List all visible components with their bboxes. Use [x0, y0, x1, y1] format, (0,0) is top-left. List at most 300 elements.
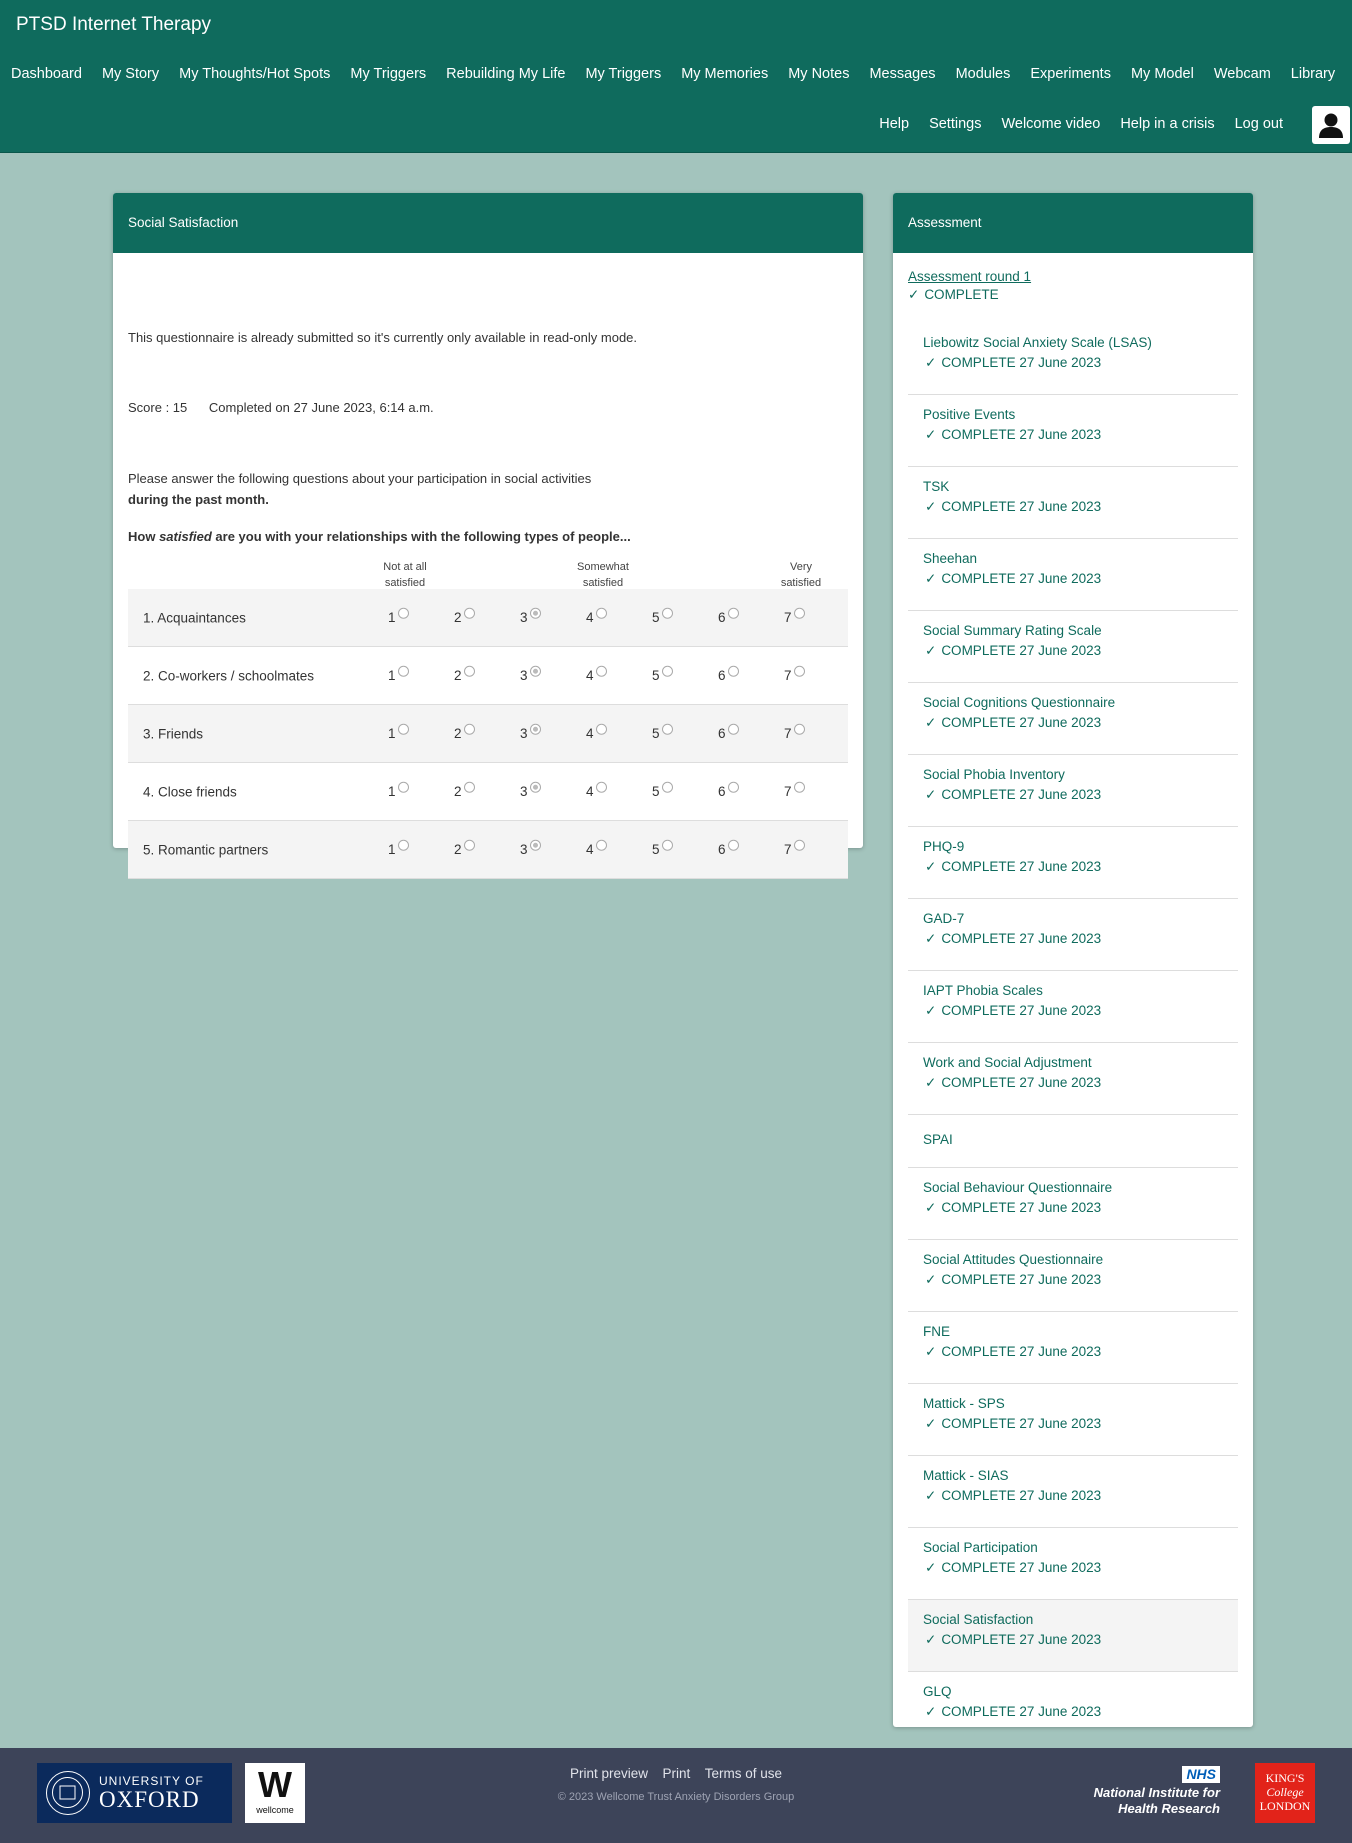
rating-option[interactable] [586, 725, 607, 740]
status-text: COMPLETE [941, 1632, 1016, 1647]
nav-my-triggers[interactable]: My Triggers [350, 66, 427, 82]
rating-option[interactable] [520, 783, 541, 798]
assessment-item [908, 683, 1238, 755]
assessment-item-status [925, 1344, 1101, 1360]
check-icon: ✓ [925, 1704, 937, 1719]
assessment-item [908, 1528, 1238, 1600]
status-date: 27 June 2023 [1019, 787, 1102, 802]
radio-button[interactable] [596, 723, 607, 734]
rating-option-label: 1 [388, 609, 396, 625]
status-date: 27 June 2023 [1019, 1488, 1102, 1503]
check-icon: ✓ [925, 1075, 937, 1090]
radio-button[interactable] [530, 839, 541, 850]
radio-button[interactable] [596, 839, 607, 850]
nav-my-notes[interactable]: My Notes [788, 66, 850, 82]
nav-my-memories[interactable]: My Memories [681, 66, 769, 82]
rating-option-label: 4 [586, 667, 594, 683]
nav-modules[interactable]: Modules [955, 66, 1011, 82]
rating-option[interactable] [784, 609, 805, 624]
rating-option[interactable] [652, 667, 673, 682]
user-avatar-button[interactable] [1312, 106, 1350, 144]
scale-low-line1: Not at all [383, 561, 427, 573]
question-prompt [128, 529, 631, 544]
radio-button[interactable] [662, 723, 673, 734]
questionnaire-panel [113, 193, 863, 857]
rating-option[interactable] [718, 783, 739, 798]
status-text: COMPLETE [941, 1075, 1016, 1090]
status-date: 27 June 2023 [1019, 859, 1102, 874]
status-text: COMPLETE [941, 1704, 1016, 1719]
assessment-item-status [925, 931, 1101, 947]
status-text: COMPLETE [941, 499, 1016, 514]
radio-button[interactable] [530, 665, 541, 676]
status-date: 27 June 2023 [1019, 355, 1102, 370]
check-icon: ✓ [925, 427, 937, 442]
assessment-item-link[interactable]: SPAI [923, 1132, 953, 1147]
rating-option[interactable] [784, 725, 805, 740]
rating-option-label: 6 [718, 609, 726, 625]
wellcome-mark: W [258, 1764, 292, 1805]
assessment-item-status [925, 643, 1101, 659]
check-icon: ✓ [925, 931, 937, 946]
score-value: Score : 15 [128, 400, 188, 415]
radio-button[interactable] [728, 839, 739, 850]
question-row [128, 647, 848, 705]
status-text: COMPLETE [941, 1560, 1016, 1575]
radio-button[interactable] [398, 607, 409, 618]
question-suffix: are you with your relationships with the following types of people... [211, 529, 631, 544]
status-date: 27 June 2023 [1019, 571, 1102, 586]
rating-option[interactable] [520, 725, 541, 740]
rating-option[interactable] [388, 783, 409, 798]
kings-line2: College [1266, 1785, 1304, 1799]
wellcome-text: wellcome [256, 1805, 294, 1815]
kings-line3: LONDON [1259, 1799, 1311, 1813]
assessment-list [908, 323, 1238, 1743]
radio-button[interactable] [794, 607, 805, 618]
assessment-item [908, 971, 1238, 1043]
status-text: COMPLETE [941, 1344, 1016, 1359]
radio-button[interactable] [794, 665, 805, 676]
assessment-item-status [925, 355, 1101, 371]
status-text: COMPLETE [941, 571, 1016, 586]
status-text: COMPLETE [941, 715, 1016, 730]
check-icon: ✓ [925, 643, 937, 658]
rating-option[interactable] [388, 725, 409, 740]
check-icon: ✓ [925, 1416, 937, 1431]
scale-low-line2: satisfied [384, 577, 426, 589]
nav-welcome-video[interactable]: Welcome video [1001, 116, 1101, 132]
check-icon: ✓ [925, 1632, 937, 1647]
check-icon: ✓ [925, 1003, 937, 1018]
assessment-item [908, 899, 1238, 971]
assessment-item [908, 539, 1238, 611]
rating-option[interactable] [520, 841, 541, 856]
rating-option[interactable] [586, 609, 607, 624]
rating-option[interactable] [784, 841, 805, 856]
assessment-item [908, 1672, 1238, 1743]
assessment-item-link[interactable]: Mattick - SIAS [923, 1468, 1009, 1483]
check-icon: ✓ [925, 787, 937, 802]
assessment-item-link[interactable]: IAPT Phobia Scales [923, 983, 1043, 998]
status-text: COMPLETE [941, 427, 1016, 442]
nav-rebuilding-my-life[interactable]: Rebuilding My Life [446, 66, 566, 82]
status-date: 27 June 2023 [1019, 1200, 1102, 1215]
rating-option[interactable] [454, 725, 475, 740]
rating-option-label: 1 [388, 725, 396, 741]
questionnaire-intro [128, 468, 591, 510]
rating-option-label: 6 [718, 783, 726, 799]
status-date: 27 June 2023 [1019, 1560, 1102, 1575]
assessment-item-link[interactable]: Work and Social Adjustment [923, 1055, 1092, 1070]
radio-button[interactable] [662, 665, 673, 676]
question-row [128, 763, 848, 821]
nav-experiments[interactable]: Experiments [1030, 66, 1111, 82]
intro-text: Please answer the following questions about your participation in social activities [128, 471, 592, 486]
assessment-item [908, 755, 1238, 827]
terms-of-use-link[interactable]: Terms of use [704, 1766, 782, 1781]
readonly-notice: This questionnaire is already submitted so it's currently only available in read-only mode. [128, 330, 638, 345]
assessment-item-link[interactable]: Social Phobia Inventory [923, 767, 1065, 782]
print-preview-link[interactable]: Print preview [570, 1766, 649, 1781]
rating-option[interactable] [454, 609, 475, 624]
question-row [128, 705, 848, 763]
radio-button[interactable] [398, 839, 409, 850]
question-label: 4. Close friends [143, 784, 237, 799]
assessment-item [908, 1115, 1238, 1168]
nav-my-triggers-2[interactable]: My Triggers [585, 66, 662, 82]
rating-option[interactable] [454, 841, 475, 856]
rating-option-label: 3 [520, 783, 528, 799]
rating-option-label: 4 [586, 783, 594, 799]
nav-messages[interactable]: Messages [869, 66, 936, 82]
radio-button[interactable] [728, 665, 739, 676]
oxford-logo-line2: OXFORD [99, 1787, 200, 1812]
assessment-item [908, 1312, 1238, 1384]
status-text: COMPLETE [941, 1272, 1016, 1287]
rating-option-label: 5 [652, 841, 660, 857]
user-icon [1316, 110, 1346, 140]
assessment-item-link[interactable]: GLQ [923, 1684, 952, 1699]
radio-button[interactable] [596, 781, 607, 792]
scale-high-line2: satisfied [780, 577, 822, 589]
radio-button[interactable] [728, 607, 739, 618]
nav-library[interactable]: Library [1290, 66, 1336, 82]
rating-option[interactable] [718, 609, 739, 624]
radio-button[interactable] [464, 839, 475, 850]
assessment-item-status [925, 499, 1101, 515]
radio-button[interactable] [464, 607, 475, 618]
rating-option-label: 6 [718, 841, 726, 857]
rating-option-label: 6 [718, 725, 726, 741]
status-text: COMPLETE [941, 1003, 1016, 1018]
assessment-item [908, 1168, 1238, 1240]
assessment-title: Assessment [893, 193, 1253, 253]
rating-option[interactable] [718, 841, 739, 856]
assessment-item [908, 467, 1238, 539]
rating-option[interactable] [652, 783, 673, 798]
assessment-round [908, 269, 1031, 303]
question-rows [128, 589, 848, 879]
assessment-item-link[interactable]: Sheehan [923, 551, 978, 566]
rating-option-label: 4 [586, 725, 594, 741]
nihr-logo [1094, 1766, 1220, 1817]
rating-option-label: 5 [652, 783, 660, 799]
rating-option[interactable] [718, 725, 739, 740]
radio-button[interactable] [794, 723, 805, 734]
rating-option-label: 2 [454, 841, 462, 857]
completed-date: Completed on 27 June 2023, 6:14 a.m. [208, 400, 434, 415]
nihr-line2: Health Research [1118, 1801, 1220, 1816]
assessment-item-status [925, 1560, 1101, 1576]
status-date: 27 June 2023 [1019, 1272, 1102, 1287]
assessment-item-link[interactable]: Liebowitz Social Anxiety Scale (LSAS) [923, 335, 1152, 350]
rating-option-label: 3 [520, 667, 528, 683]
rating-option[interactable] [586, 841, 607, 856]
footer [0, 1748, 1352, 1843]
assessment-item-status [925, 787, 1101, 803]
assessment-item-status [925, 571, 1101, 587]
assessment-item-status [925, 1075, 1101, 1091]
status-text: COMPLETE [941, 787, 1016, 802]
main-nav [11, 66, 1352, 82]
check-icon: ✓ [925, 1200, 937, 1215]
rating-option[interactable] [784, 667, 805, 682]
assessment-panel [893, 193, 1253, 1727]
rating-option-label: 7 [784, 725, 792, 741]
rating-option-label: 2 [454, 725, 462, 741]
assessment-item-link[interactable]: Social Participation [923, 1540, 1038, 1555]
rating-option-label: 4 [586, 609, 594, 625]
check-icon: ✓ [908, 287, 920, 302]
check-icon: ✓ [925, 1488, 937, 1503]
nav-settings[interactable]: Settings [929, 116, 982, 132]
rating-option[interactable] [652, 725, 673, 740]
question-row [128, 821, 848, 879]
rating-option[interactable] [388, 667, 409, 682]
rating-option-label: 2 [454, 667, 462, 683]
radio-button[interactable] [662, 607, 673, 618]
nav-my-story[interactable]: My Story [101, 66, 160, 82]
radio-button[interactable] [530, 723, 541, 734]
assessment-item-link[interactable]: GAD-7 [923, 911, 965, 926]
score-line [128, 400, 452, 415]
status-text: COMPLETE [941, 355, 1016, 370]
radio-button[interactable] [398, 781, 409, 792]
assessment-item-link[interactable]: TSK [923, 479, 950, 494]
rating-option-label: 7 [784, 841, 792, 857]
status-text: COMPLETE [941, 1200, 1016, 1215]
rating-option-label: 5 [652, 667, 660, 683]
nav-log-out[interactable]: Log out [1234, 116, 1283, 132]
rating-option[interactable] [586, 783, 607, 798]
assessment-item-status [925, 1488, 1101, 1504]
assessment-item-link[interactable]: Social Behaviour Questionnaire [923, 1180, 1113, 1195]
rating-option-label: 4 [586, 841, 594, 857]
rating-option[interactable] [454, 783, 475, 798]
question-row [128, 589, 848, 647]
assessment-round-status [908, 287, 1031, 303]
nav-help[interactable]: Help [879, 116, 910, 132]
status-date: 27 June 2023 [1019, 499, 1102, 514]
assessment-item-status [925, 427, 1101, 443]
rating-option-label: 3 [520, 841, 528, 857]
assessment-item-link[interactable]: Mattick - SPS [923, 1396, 1005, 1411]
secondary-nav [859, 116, 1283, 132]
status-text: COMPLETE [941, 931, 1016, 946]
rating-option[interactable] [652, 609, 673, 624]
kings-line1: KING'S [1265, 1771, 1305, 1785]
check-icon: ✓ [925, 1272, 937, 1287]
assessment-item [908, 1240, 1238, 1312]
question-label: 3. Friends [143, 726, 204, 741]
assessment-item-status [925, 1632, 1101, 1648]
status-date: 27 June 2023 [1019, 1632, 1102, 1647]
rating-option[interactable] [520, 667, 541, 682]
nihr-line1: National Institute for [1093, 1785, 1220, 1800]
radio-button[interactable] [794, 839, 805, 850]
assessment-item [908, 395, 1238, 467]
rating-option-label: 1 [388, 783, 396, 799]
question-emphasis: satisfied [159, 529, 212, 544]
scale-label-mid [573, 559, 633, 591]
status-date: 27 June 2023 [1019, 715, 1102, 730]
scale-label-high [771, 559, 831, 591]
nav-my-thoughts-hot-spots[interactable]: My Thoughts/Hot Spots [179, 66, 331, 82]
radio-button[interactable] [662, 839, 673, 850]
rating-option[interactable] [454, 667, 475, 682]
status-text: COMPLETE [941, 1416, 1016, 1431]
assessment-item-link[interactable]: Social Summary Rating Scale [923, 623, 1102, 638]
app-title-link[interactable]: PTSD Internet Therapy [16, 14, 212, 35]
rating-option-label: 2 [454, 609, 462, 625]
status-date: 27 June 2023 [1019, 643, 1102, 658]
radio-button[interactable] [794, 781, 805, 792]
assessment-item-link[interactable]: PHQ-9 [923, 839, 965, 854]
check-icon: ✓ [925, 715, 937, 730]
rating-option[interactable] [388, 841, 409, 856]
rating-option[interactable] [388, 609, 409, 624]
rating-option-label: 7 [784, 609, 792, 625]
rating-option[interactable] [784, 783, 805, 798]
assessment-item-link[interactable]: Social Satisfaction [923, 1612, 1034, 1627]
assessment-item-status [925, 1200, 1101, 1216]
radio-button[interactable] [530, 607, 541, 618]
question-label: 2. Co-workers / schoolmates [143, 668, 315, 683]
radio-button[interactable] [596, 607, 607, 618]
check-icon: ✓ [925, 859, 937, 874]
nav-help-in-a-crisis[interactable]: Help in a crisis [1120, 116, 1215, 132]
assessment-item-link[interactable]: FNE [923, 1324, 950, 1339]
radio-button[interactable] [398, 723, 409, 734]
scale-mid-line1: Somewhat [577, 561, 629, 573]
radio-button[interactable] [398, 665, 409, 676]
status-date: 27 June 2023 [1019, 1416, 1102, 1431]
status-text: COMPLETE [941, 643, 1016, 658]
intro-emphasis: during the past month. [128, 492, 269, 507]
status-date: 27 June 2023 [1019, 931, 1102, 946]
radio-button[interactable] [662, 781, 673, 792]
assessment-item-status [925, 1704, 1101, 1720]
assessment-item-status [925, 1003, 1101, 1019]
assessment-item [908, 1456, 1238, 1528]
scale-mid-line2: satisfied [582, 577, 624, 589]
rating-option-label: 5 [652, 725, 660, 741]
questionnaire-title: Social Satisfaction [113, 193, 863, 253]
rating-option-label: 2 [454, 783, 462, 799]
question-prefix: How [128, 529, 160, 544]
assessment-item-status [925, 1272, 1101, 1288]
radio-button[interactable] [728, 781, 739, 792]
status-date: 27 June 2023 [1019, 1075, 1102, 1090]
oxford-logo-line1: UNIVERSITY OF [99, 1774, 204, 1788]
check-icon: ✓ [925, 499, 937, 514]
assessment-item-link[interactable]: Social Cognitions Questionnaire [923, 695, 1116, 710]
assessment-round-link[interactable]: Assessment round 1 [908, 269, 1032, 284]
status-date: 27 June 2023 [1019, 1344, 1102, 1359]
rating-option-label: 3 [520, 725, 528, 741]
rating-option[interactable] [520, 609, 541, 624]
nav-webcam[interactable]: Webcam [1213, 66, 1271, 82]
scale-label-low [375, 559, 435, 591]
rating-option[interactable] [652, 841, 673, 856]
rating-option-label: 1 [388, 667, 396, 683]
assessment-item-link[interactable]: Social Attitudes Questionnaire [923, 1252, 1104, 1267]
radio-button[interactable] [728, 723, 739, 734]
print-link[interactable]: Print [662, 1766, 691, 1781]
rating-option[interactable] [586, 667, 607, 682]
nav-dashboard[interactable]: Dashboard [11, 66, 82, 82]
assessment-item [908, 611, 1238, 683]
assessment-item-link[interactable]: Positive Events [923, 407, 1016, 422]
status-date: 27 June 2023 [1019, 1003, 1102, 1018]
status-text: COMPLETE [941, 859, 1016, 874]
scale-high-line1: Very [789, 561, 812, 573]
question-label: 5. Romantic partners [143, 842, 269, 857]
status-text: COMPLETE [941, 1488, 1016, 1503]
question-label: 1. Acquaintances [143, 610, 246, 625]
assessment-item [908, 1043, 1238, 1115]
radio-button[interactable] [464, 665, 475, 676]
rating-option[interactable] [718, 667, 739, 682]
check-icon: ✓ [925, 1344, 937, 1359]
round-status-text: COMPLETE [924, 287, 999, 302]
assessment-item-status [925, 715, 1101, 731]
nav-my-model[interactable]: My Model [1130, 66, 1194, 82]
assessment-item [908, 1600, 1238, 1672]
rating-option-label: 7 [784, 783, 792, 799]
kings-college-logo [1255, 1763, 1315, 1823]
status-date: 27 June 2023 [1019, 1704, 1102, 1719]
radio-button[interactable] [464, 723, 475, 734]
check-icon: ✓ [925, 571, 937, 586]
rating-option-label: 5 [652, 609, 660, 625]
copyright: © 2023 Wellcome Trust Anxiety Disorders Group [557, 1791, 795, 1803]
top-navbar [0, 0, 1352, 153]
radio-button[interactable] [464, 781, 475, 792]
assessment-item-status [925, 859, 1101, 875]
rating-option-label: 6 [718, 667, 726, 683]
rating-option-label: 3 [520, 609, 528, 625]
assessment-item [908, 827, 1238, 899]
check-icon: ✓ [925, 355, 937, 370]
radio-button[interactable] [596, 665, 607, 676]
status-date: 27 June 2023 [1019, 427, 1102, 442]
rating-option-label: 1 [388, 841, 396, 857]
radio-button[interactable] [530, 781, 541, 792]
assessment-item-status [925, 1416, 1101, 1432]
assessment-item [908, 1384, 1238, 1456]
